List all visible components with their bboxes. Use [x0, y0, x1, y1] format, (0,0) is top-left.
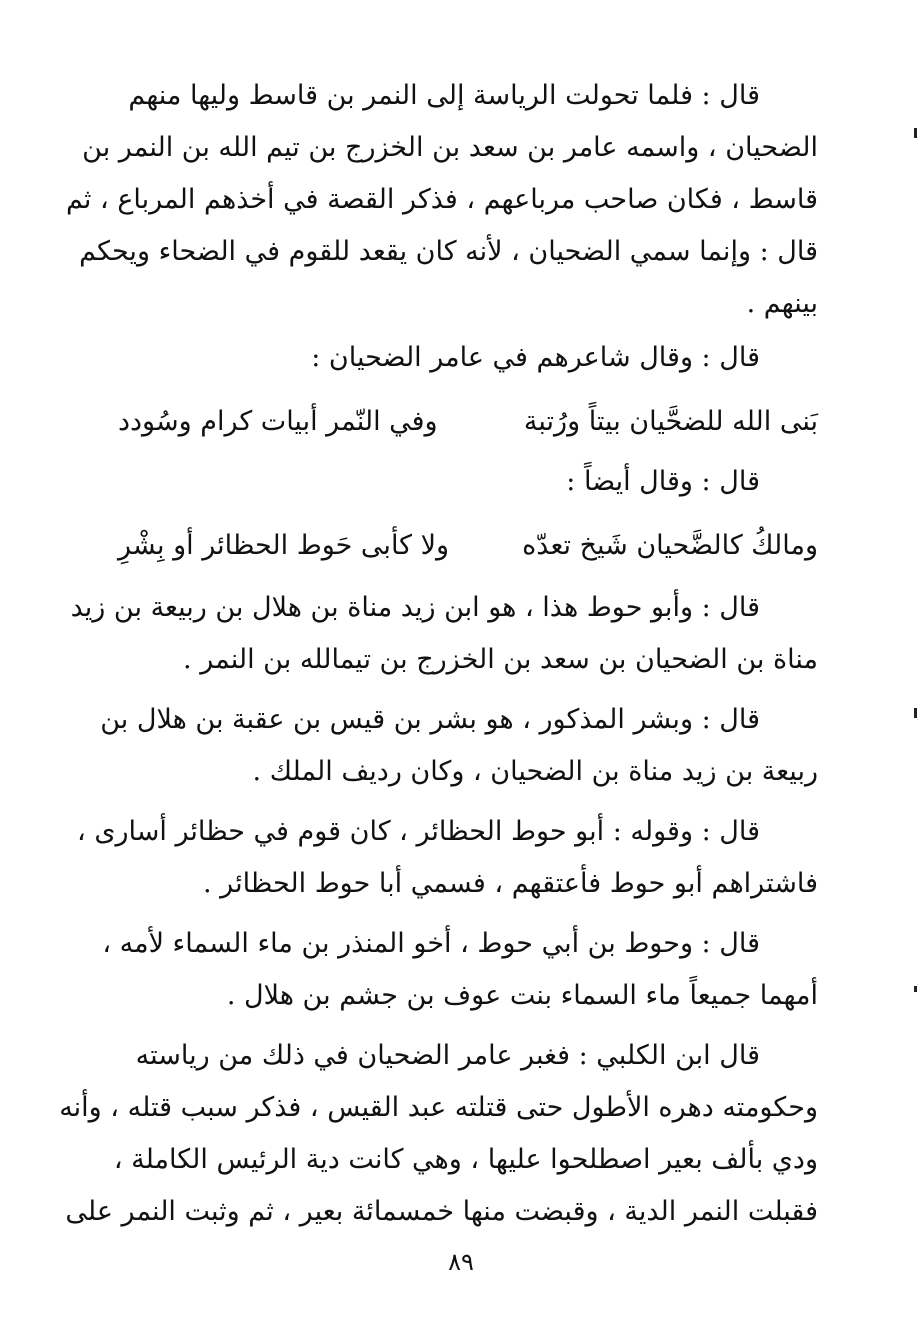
page-number: ٨٩ — [448, 1248, 474, 1276]
verse-2-second-hemistich: ولا كأبى حَوط الحظائر أو بِشْرِ — [118, 530, 450, 561]
verse-2-first-hemistich: ومالكُ كالضَّحيان شَيخ تعدّه — [522, 530, 818, 561]
paragraph-3 — [100, 694, 818, 798]
paragraph-1-line-3: قاسط ، فكان صاحب مرباعهم ، فذكر القصة في أخذهم المرباع ، ثم — [65, 184, 818, 215]
paragraph-3-line-1: قال : وبشر المذكور ، هو بشر بن قيس بن عقبة بن هلال بن — [100, 704, 760, 735]
paragraph-6-line-2: وحكومته دهره الأطول حتى قتلته عبد القيس ، فذكر سبب قتله ، وأنه — [59, 1092, 818, 1123]
verse-1-second-hemistich: وفي النّمر أبيات كرام وسُودد — [118, 406, 438, 437]
paragraph-1 — [65, 70, 818, 330]
verse-1 — [118, 396, 818, 448]
paragraph-4 — [77, 806, 818, 910]
verse-1-first-hemistich: بَنى الله للضحَّيان بيتاً ورُتبة — [523, 406, 818, 437]
paragraph-1-line-2: الضحيان ، واسمه عامر بن سعد بن الخزرج بن تيم الله بن النمر بن — [82, 132, 818, 163]
verse-2 — [118, 520, 818, 572]
scan-edge-mark — [914, 708, 917, 718]
paragraph-4-line-2: فاشتراهم أبو حوط فأعتقهم ، فسمي أبا حوط الحظائر . — [203, 868, 818, 899]
paragraph-2 — [70, 582, 818, 686]
paragraph-6 — [59, 1030, 818, 1238]
verse-2-intro-text: قال : وقال أيضاً : — [566, 466, 760, 497]
scan-edge-mark — [914, 986, 917, 992]
scan-edge-mark — [914, 128, 917, 138]
paragraph-6-line-3: ودي بألف بعير اصطلحوا عليها ، وهي كانت دية الرئيس الكاملة ، — [113, 1144, 818, 1175]
verse-2-intro — [118, 456, 818, 508]
paragraph-4-line-1: قال : وقوله : أبو حوط الحظائر ، كان قوم في حظائر أسارى ، — [77, 816, 760, 847]
paragraph-3-line-2: ربيعة بن زيد مناة بن الضحيان ، وكان رديف الملك . — [252, 756, 818, 787]
paragraph-1-line-4: قال : وإنما سمي الضحيان ، لأنه كان يقعد للقوم في الضحاء ويحكم — [79, 236, 818, 267]
verse-1-intro-text: قال : وقال شاعرهم في عامر الضحيان : — [311, 342, 760, 373]
paragraph-2-line-2: مناة بن الضحيان بن سعد بن الخزرج بن تيمالله بن النمر . — [183, 644, 818, 675]
paragraph-1-line-1: قال : فلما تحولت الرياسة إلى النمر بن قاسط وليها منهم — [128, 80, 760, 111]
paragraph-1-line-5: بينهم . — [746, 288, 818, 319]
paragraph-5-line-2: أمهما جميعاً ماء السماء بنت عوف بن جشم بن هلال . — [226, 980, 818, 1011]
verse-1-intro — [118, 332, 818, 384]
paragraph-2-line-1: قال : وأبو حوط هذا ، هو ابن زيد مناة بن هلال بن ربيعة بن زيد — [70, 592, 760, 623]
paragraph-5-line-1: قال : وحوط بن أبي حوط ، أخو المنذر بن ماء السماء لأمه ، — [102, 928, 760, 959]
paragraph-6-line-1: قال ابن الكلبي : فغبر عامر الضحيان في ذلك من رياسته — [135, 1040, 760, 1071]
paragraph-6-line-4: فقبلت النمر الدية ، وقبضت منها خمسمائة بعير ، ثم وثبت النمر على — [65, 1196, 818, 1227]
paragraph-5 — [102, 918, 818, 1022]
